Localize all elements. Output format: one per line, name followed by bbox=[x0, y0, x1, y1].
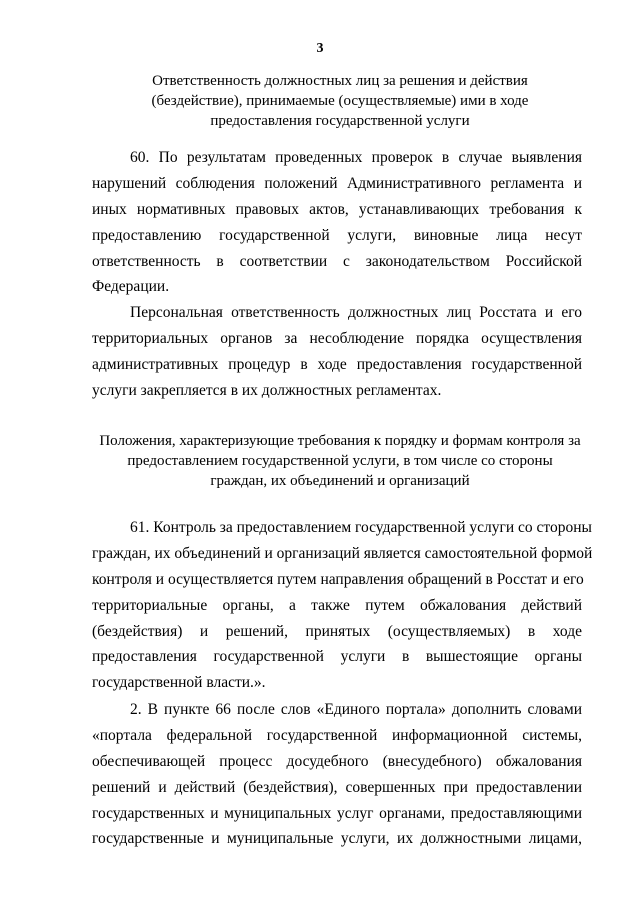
paragraph-line: «портала федеральной государственной информационной системы, bbox=[92, 726, 582, 744]
heading-line: Положения, характеризующие требования к порядку и формам контроля за bbox=[99, 433, 581, 449]
heading-line: предоставления государственной услуги bbox=[210, 113, 470, 129]
heading-line: (бездействие), принимаемые (осуществляемые) ими в ходе bbox=[151, 93, 529, 109]
paragraph-line: (бездействия) и решений, принятых (осуществляемых) в ходе bbox=[92, 622, 582, 640]
paragraph-line: территориальные органы, а также путем обжалования действий bbox=[92, 596, 582, 614]
heading-line: Ответственность должностных лиц за решения и действия bbox=[152, 73, 528, 89]
paragraph-line: 2. В пункте 66 после слов «Единого портала» дополнить словами bbox=[130, 701, 582, 718]
paragraph-line: административных процедур в ходе предоставления государственной bbox=[92, 355, 582, 373]
paragraph-line: государственных и муниципальных услуг органами, предоставляющими bbox=[92, 804, 582, 822]
section-heading-control bbox=[80, 431, 600, 491]
heading-line: граждан, их объединений и организаций bbox=[210, 473, 470, 489]
paragraph-line: Федерации. bbox=[92, 278, 170, 296]
paragraph-60 bbox=[92, 145, 582, 300]
paragraph-line: 61. Контроль за предоставлением государственной услуги со стороны bbox=[130, 519, 592, 536]
section-heading-responsibility bbox=[80, 71, 600, 131]
paragraph-line: услуги закрепляется в их должностных регламентах. bbox=[92, 381, 442, 399]
paragraph-line: территориальных органов за несоблюдение порядка осуществления bbox=[92, 329, 582, 347]
paragraph-line: решений и действий (бездействия), совершенных при предоставлении bbox=[92, 778, 582, 796]
paragraph-line: Персональная ответственность должностных лиц Росстата и его bbox=[130, 304, 582, 321]
paragraph-line: 60. По результатам проведенных проверок в случае выявления bbox=[130, 149, 582, 166]
paragraph-line: государственной власти.». bbox=[92, 674, 266, 692]
paragraph-line: нарушений соблюдения положений Административного регламента и bbox=[92, 174, 582, 192]
paragraph-line: граждан, их объединений и организаций является самостоятельной формой bbox=[92, 544, 593, 562]
paragraph-line: предоставления государственной услуги в вышестоящие органы bbox=[92, 648, 582, 666]
paragraph-line: обеспечивающей процесс досудебного (внесудебного) обжалования bbox=[92, 752, 582, 770]
heading-line: предоставлением государственной услуги, в том числе со стороны bbox=[127, 453, 553, 469]
paragraph-line: государственные и муниципальные услуги, их должностными лицами, bbox=[92, 830, 582, 848]
paragraph-line: иных нормативных правовых актов, устанавливающих требования к bbox=[92, 200, 582, 218]
paragraph-line: ответственность в соответствии с законодательством Российской bbox=[92, 252, 582, 270]
paragraph-61 bbox=[92, 515, 593, 696]
paragraph-line: контроля и осуществляется путем направления обращений в Росстат и его bbox=[92, 570, 584, 588]
page-number: 3 bbox=[316, 41, 324, 56]
paragraph-line: предоставлению государственной услуги, виновные лица несут bbox=[92, 226, 582, 244]
paragraph-personal-responsibility bbox=[92, 300, 582, 404]
paragraph-2 bbox=[92, 697, 582, 852]
